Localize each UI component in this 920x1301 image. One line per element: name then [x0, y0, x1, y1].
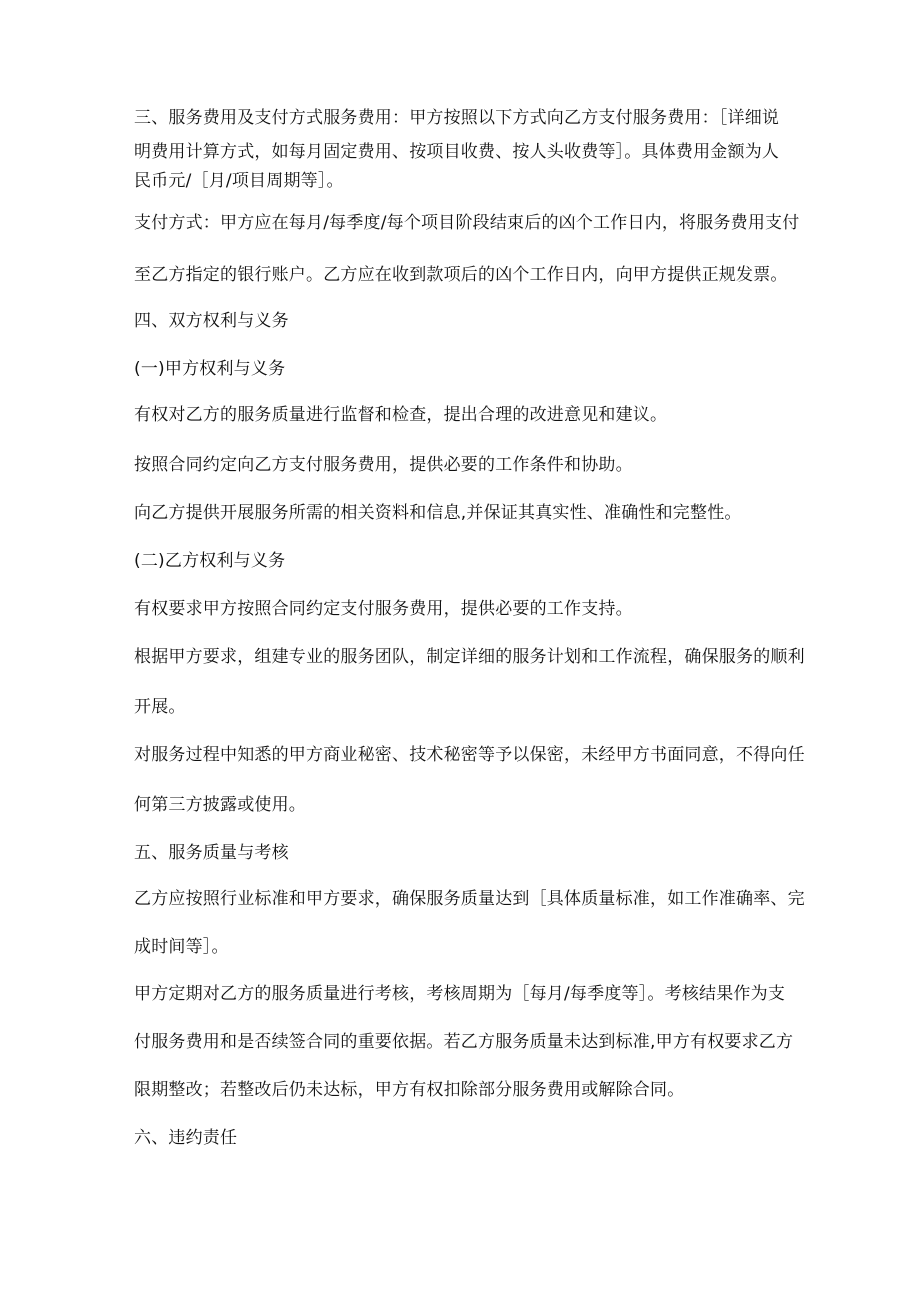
quality-standard-line-2: 成时间等］。 — [134, 937, 229, 957]
assessment-line-1: 甲方定期对乙方的服务质量进行考核，考核周期为［每月/每季度等］。考核结果作为支 — [134, 984, 786, 1004]
fee-calculation-line: 明费用计算方式，如每月固定费用、按项目收费、按人头收费等］。具体费用金额为人 — [134, 142, 780, 162]
party-b-right-1: 有权要求甲方按照合同约定支付服务费用，提供必要的工作支持。 — [134, 599, 633, 619]
invoice-line: 至乙方指定的银行账户。乙方应在收到款项后的凶个工作日内，向甲方提供正规发票。 — [134, 265, 788, 285]
party-b-right-2-line-1: 根据甲方要求，组建专业的服务团队，制定详细的服务计划和工作流程，确保服务的顺利 — [134, 647, 805, 667]
section-6-heading: 六、违约责任 — [134, 1128, 238, 1148]
assessment-line-3: 限期整改；若整改后仍未达标，甲方有权扣除部分服务费用或解除合同。 — [134, 1080, 685, 1100]
section-3-heading-line: 三、服务费用及支付方式服务费用：甲方按照以下方式向乙方支付服务费用：［详细说 — [134, 108, 780, 128]
quality-standard-line-1: 乙方应按照行业标准和甲方要求，确保服务质量达到［具体质量标准，如工作准确率、完 — [134, 889, 805, 909]
party-b-right-2-line-2: 开展。 — [134, 697, 186, 717]
party-b-right-3-line-2: 何第三方披露或使用。 — [134, 795, 306, 815]
payment-method-line: 支付方式：甲方应在每月/每季度/每个项目阶段结束后的凶个工作日内，将服务费用支付 — [134, 213, 800, 233]
party-b-subheading: (二)乙方权利与义务 — [134, 551, 286, 571]
assessment-line-2: 付服务费用和是否续签合同的重要依据。若乙方服务质量未达到标准,甲方有权要求乙方 — [134, 1032, 794, 1052]
party-b-right-3-line-1: 对服务过程中知悉的甲方商业秘密、技术秘密等予以保密，未经甲方书面同意，不得向任 — [134, 745, 805, 765]
section-5-heading: 五、服务质量与考核 — [134, 843, 289, 863]
party-a-subheading: (一)甲方权利与义务 — [134, 359, 286, 379]
party-a-right-2: 按照合同约定向乙方支付服务费用，提供必要的工作条件和协助。 — [134, 455, 633, 475]
fee-amount-line: 民币元/［月/项目周期等］。 — [134, 171, 344, 191]
party-a-right-3: 向乙方提供开展服务所需的相关资料和信息,并保证其真实性、准确性和完整性。 — [134, 503, 742, 523]
section-4-heading: 四、双方权利与义务 — [134, 311, 289, 331]
party-a-right-1: 有权对乙方的服务质量进行监督和检查，提出合理的改进意见和建议。 — [134, 405, 668, 425]
